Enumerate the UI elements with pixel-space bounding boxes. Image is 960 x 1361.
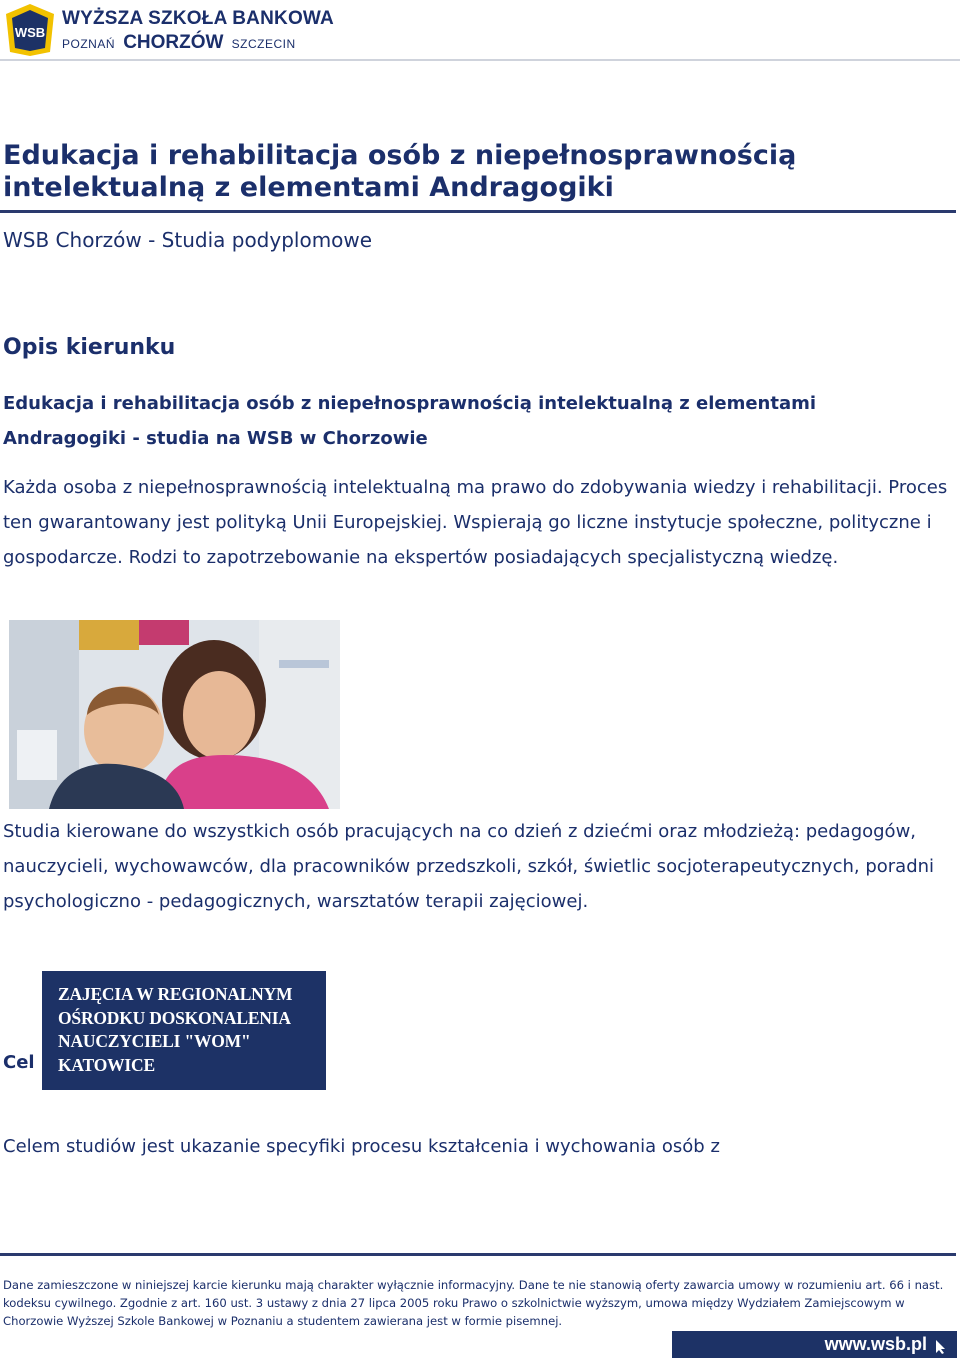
city-chorzow: CHORZÓW <box>123 32 224 53</box>
city-szczecin: SZCZECIN <box>231 37 296 51</box>
footer-disclaimer: Dane zamieszczone w niniejszej karcie kierunku mają charakter wyłącznie informacyjny. Dane te nie stanowią oferty zawarcia umowy w rozumieniu art. 66 i nast. kodeksu cywilnego. Zgodnie z art. 160 ust. 3 ustawy z dnia 27 lipca 2005 roku Prawo o szkolnictwie wyższym, umowa między Wydziałem Zamiejscowym w Chorzowie Wyższej Szkole Bankowej w Poznaniu a studentem zawierana jest w formie pisemnej. <box>3 1278 944 1328</box>
woman-with-child-photo <box>9 620 340 809</box>
logo-badge-text: WSB <box>14 25 46 40</box>
wom-banner[interactable] <box>42 971 326 1090</box>
banner-line: OŚRODKU DOSKONALENIA <box>58 1007 291 1028</box>
section-heading: Opis kierunku <box>3 335 176 360</box>
title-divider <box>0 210 956 213</box>
description-paragraph: Każda osoba z niepełnosprawnością intelektualną ma prawo do zdobywania wiedzy i rehabilitacji. Proces ten gwarantowany jest polityką Unii Europejskiej. Wspierają go liczne instytucje społeczne, polityczne i gospodarcze. Rodzi to zapotrzebowanie na ekspertów posiadających specjalistyczną wiedzę. <box>3 477 948 568</box>
footer-url[interactable]: www.wsb.pl <box>824 1334 927 1354</box>
wsb-logo[interactable] <box>4 2 344 60</box>
city-poznan: POZNAŃ <box>62 37 116 51</box>
banner-line: KATOWICE <box>58 1054 155 1075</box>
banner-line: NAUCZYCIELI "WOM" <box>58 1031 251 1051</box>
page-title: Edukacja i rehabilitacja osób z niepełnosprawnością intelektualną z elementami Andragogiki <box>3 140 797 203</box>
cursor-arrow-icon <box>935 1339 947 1355</box>
wsb-shield-icon <box>4 2 56 58</box>
page-subtitle: WSB Chorzów - Studia podyplomowe <box>3 228 373 252</box>
header-divider <box>0 59 960 61</box>
photo-illustration <box>9 620 340 809</box>
audience-paragraph: Studia kierowane do wszystkich osób pracujących na co dzień z dziećmi oraz młodzieżą: pedagogów, nauczycieli, wychowawców, dla pracowników przedszkoli, szkół, świetlic socjoterapeutycznych, poradni psychologiczno - pedagogicznych, warsztatów terapii zajęciowej. <box>3 821 935 912</box>
footer-divider <box>0 1253 956 1256</box>
banner-line: ZAJĘCIA W REGIONALNYM <box>58 984 293 1004</box>
goal-heading: Cel <box>3 1052 35 1073</box>
logo-name: WYŻSZA SZKOŁA BANKOWA <box>62 8 334 29</box>
logo-cities <box>62 32 296 54</box>
footer-website-link[interactable] <box>672 1331 957 1358</box>
program-heading: Edukacja i rehabilitacja osób z niepełnosprawnością intelektualną z elementami Andragogiki - studia na WSB w Chorzowie <box>3 393 817 449</box>
goal-paragraph: Celem studiów jest ukazanie specyfiki procesu kształcenia i wychowania osób z <box>3 1136 720 1157</box>
